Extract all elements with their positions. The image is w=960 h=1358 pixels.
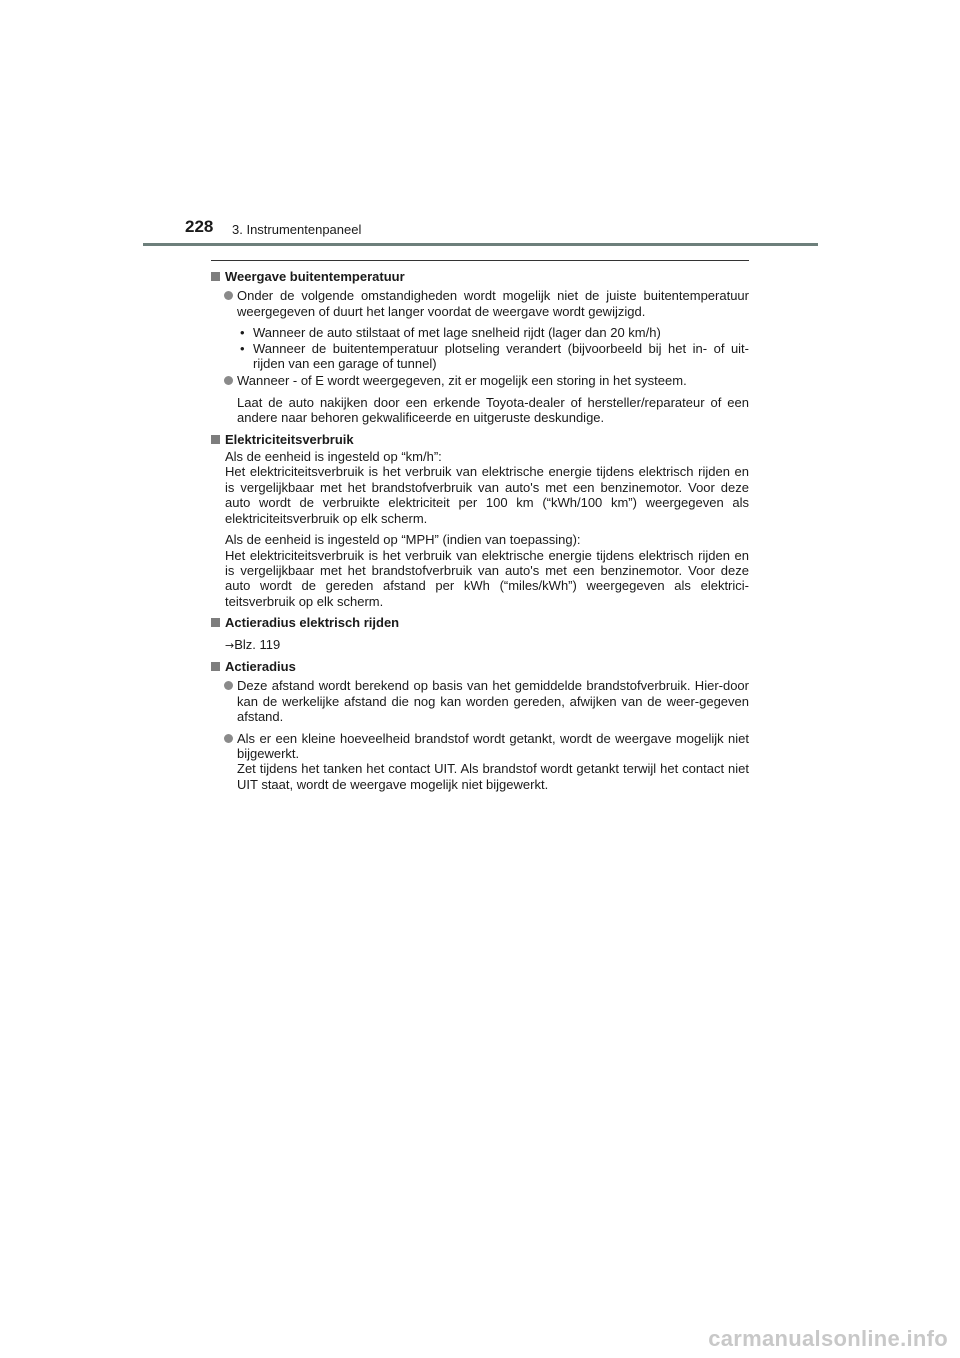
dot-bullet-icon: • [240,325,245,341]
mph-intro: Als de eenheid is ingesteld op “MPH” (indien van toepassing): [225,532,581,548]
dot-bullet-icon: • [240,340,245,356]
page-reference[interactable] [211,637,749,653]
square-bullet-icon [211,435,220,444]
square-bullet-icon [211,618,220,627]
heading-text: Actieradius [225,658,296,674]
list-item [211,288,749,319]
section-divider [211,260,749,261]
heading-text: Weergave buitentemperatuur [225,269,405,284]
list-item [211,731,749,793]
section-heading-range [211,659,749,674]
paragraph-kmh [211,449,749,526]
sub-text: Wanneer de auto stilstaat of met lage snelheid rijdt (lager dan 20 km/h) [253,325,661,341]
sub-text: Wanneer de buitentemperatuur plotseling verandert (bijvoorbeeld bij het in- of uit-rijden van een garage of tunnel) [253,340,749,372]
reference-text: Blz. 119 [234,636,281,652]
round-bullet-icon [224,734,233,743]
kmh-text: Het elektriciteitsverbruik is het verbruik van elektrische energie tijdens elektrisch rijden en is vergelijkbaar met het brandstofverbruik van auto's met een benzinemotor. Voor deze auto wordt de verbruikte elektriciteit per 100 km (“kWh/100 km”) weergegeven als elektriciteitsverbruik op elk scherm. [225,464,749,526]
heading-text: Actieradius elektrisch rijden [225,615,400,631]
list-item [211,373,749,388]
paragraph-mph [211,532,749,609]
bullet-text-continued: Zet tijdens het tanken het contact UIT. Als brandstof wordt getankt terwijl het contact niet UIT staat, wordt de weergave mogelijk niet bijgewerkt. [237,761,749,792]
watermark: carmanualsonline.info [708,1326,948,1351]
mph-text: Het elektriciteitsverbruik is het verbruik van elektrische energie tijdens elektrisch rijden en is vergelijkbaar met het brandstofverbruik van auto's met een benzinemotor. Voor deze auto wordt de gereden afstand per kWh (“miles/kWh”) weergegeven als elektrici-teitsverbruik op elk scherm. [225,547,749,609]
round-bullet-icon [224,376,233,385]
arrow-right-icon: → [225,638,235,652]
square-bullet-icon [211,662,220,671]
heading-text: Elektriciteitsverbruik [225,431,354,447]
kmh-intro: Als de eenheid is ingesteld op “km/h”: [225,449,442,465]
round-bullet-icon [224,291,233,300]
section-heading-ev-range [211,615,749,630]
sub-list-item [211,325,749,340]
page-content [211,265,749,792]
note-paragraph: Laat de auto nakijken door een erkende Toyota-dealer of hersteller/reparateur of een andere naar behoren gekwalificeerde en uitgeruste deskundige. [237,394,749,426]
bullet-text: Onder de volgende omstandigheden wordt mogelijk niet de juiste buitentemperatuur weergegeven of duurt het langer voordat de weergave wordt gewijzigd. [237,288,749,319]
page-number: 228 [185,217,214,236]
sub-list-item [211,341,749,372]
square-bullet-icon [211,272,220,281]
header-rule [143,243,818,246]
list-item [211,678,749,724]
bullet-text: Wanneer - of E wordt weergegeven, zit er mogelijk een storing in het systeem. [237,373,687,389]
round-bullet-icon [224,681,233,690]
section-heading-outside-temp [211,269,749,284]
bullet-text: Deze afstand wordt berekend op basis van het gemiddelde brandstofverbruik. Hier-door kan de werkelijke afstand die nog kan worden gereden, afwijken van de weer-gegeven afstand. [237,678,749,725]
chapter-title: 3. Instrumentenpaneel [232,222,362,237]
section-heading-consumption [211,432,749,447]
bullet-text: Als er een kleine hoeveelheid brandstof wordt getankt, wordt de weergave mogelijk niet bijgewerkt. [237,730,749,761]
